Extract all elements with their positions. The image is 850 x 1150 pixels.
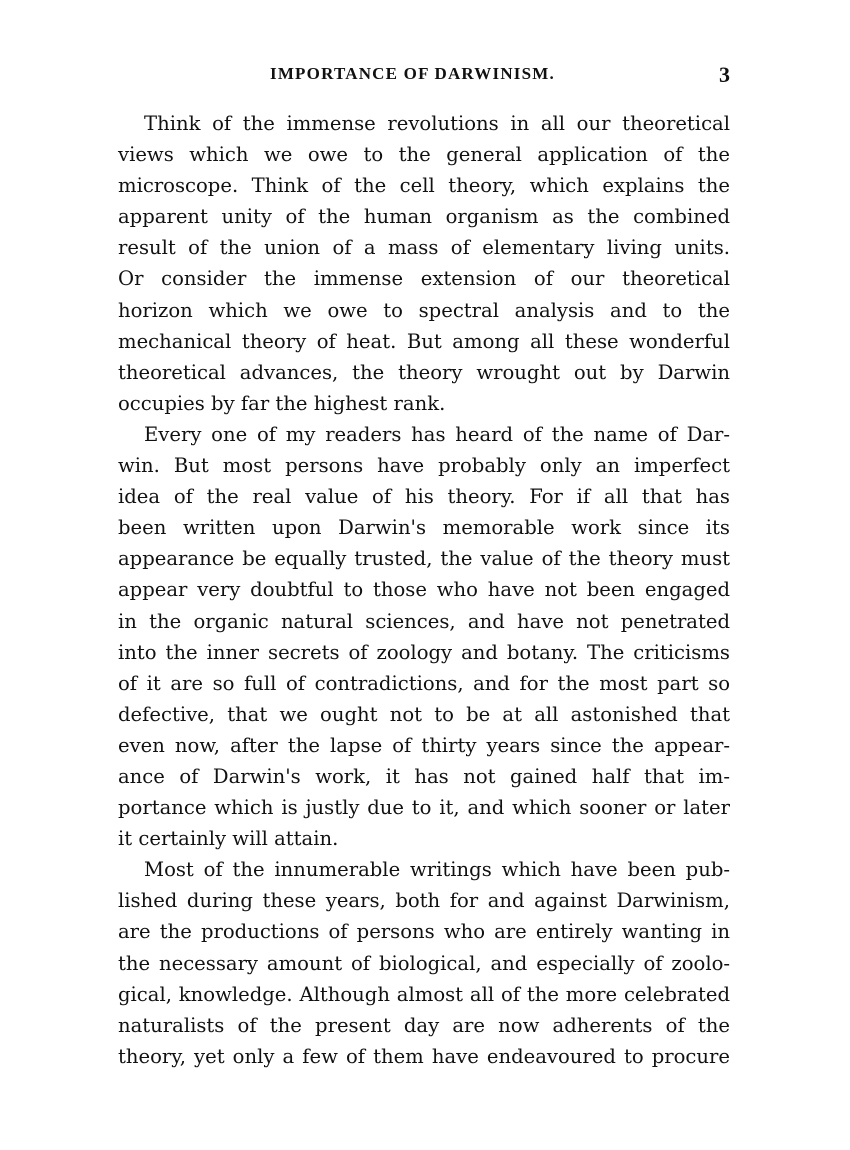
text-line: appearance be equally trusted, the value of the theory must	[118, 547, 730, 571]
body-text	[118, 108, 730, 1072]
text-line: horizon which we owe to spectral analysis and to the	[118, 298, 730, 322]
text-line: Most of the innumerable writings which have been pub-	[144, 858, 730, 882]
text-line: appear very doubtful to those who have not been engaged	[118, 578, 730, 602]
text-line: naturalists of the present day are now adherents of the	[118, 1013, 730, 1037]
paragraph-3	[118, 854, 730, 1072]
text-line: occupies by far the highest rank.	[118, 391, 446, 415]
text-line: are the productions of persons who are entirely wanting in	[118, 920, 730, 944]
text-line: win. But most persons have probably only an imperfect	[118, 454, 730, 478]
text-line: the necessary amount of biological, and especially of zoolo-	[118, 951, 730, 975]
text-line: Every one of my readers has heard of the name of Dar-	[144, 422, 730, 446]
text-line: idea of the real value of his theory. For if all that has	[118, 485, 730, 509]
page-number: 3	[719, 62, 730, 87]
text-line: microscope. Think of the cell theory, which explains the	[118, 174, 730, 198]
text-line: ance of Darwin's work, it has not gained half that im-	[118, 764, 730, 788]
text-line: result of the union of a mass of elementary living units.	[118, 236, 730, 260]
running-title: IMPORTANCE OF DARWINISM.	[270, 64, 555, 83]
text-line: been written upon Darwin's memorable work since its	[118, 516, 730, 540]
text-line: in the organic natural sciences, and have not penetrated	[118, 609, 730, 633]
text-line: into the inner secrets of zoology and botany. The criticisms	[118, 640, 730, 664]
text-line: mechanical theory of heat. But among all these wonderful	[118, 329, 730, 353]
text-line: apparent unity of the human organism as the combined	[118, 205, 730, 229]
text-line: gical, knowledge. Although almost all of the more celebrated	[118, 982, 730, 1006]
text-line: even now, after the lapse of thirty years since the appear-	[118, 733, 730, 757]
text-line: portance which is justly due to it, and which sooner or later	[118, 796, 730, 820]
paragraph-2	[118, 419, 730, 854]
text-line: Think of the immense revolutions in all our theoretical	[144, 112, 730, 135]
text-line: theoretical advances, the theory wrought out by Darwin	[118, 360, 730, 384]
text-line: defective, that we ought not to be at all astonished that	[118, 702, 730, 726]
paragraph-1	[118, 108, 730, 419]
text-line: views which we owe to the general application of the	[118, 143, 730, 167]
text-line: lished during these years, both for and against Darwinism,	[118, 889, 730, 913]
text-line: Or consider the immense extension of our theoretical	[118, 267, 730, 291]
text-line: theory, yet only a few of them have endeavoured to procure	[118, 1044, 730, 1068]
text-line: it certainly will attain.	[118, 827, 339, 851]
text-line: of it are so full of contradictions, and for the most part so	[118, 671, 730, 695]
running-head	[118, 64, 730, 88]
